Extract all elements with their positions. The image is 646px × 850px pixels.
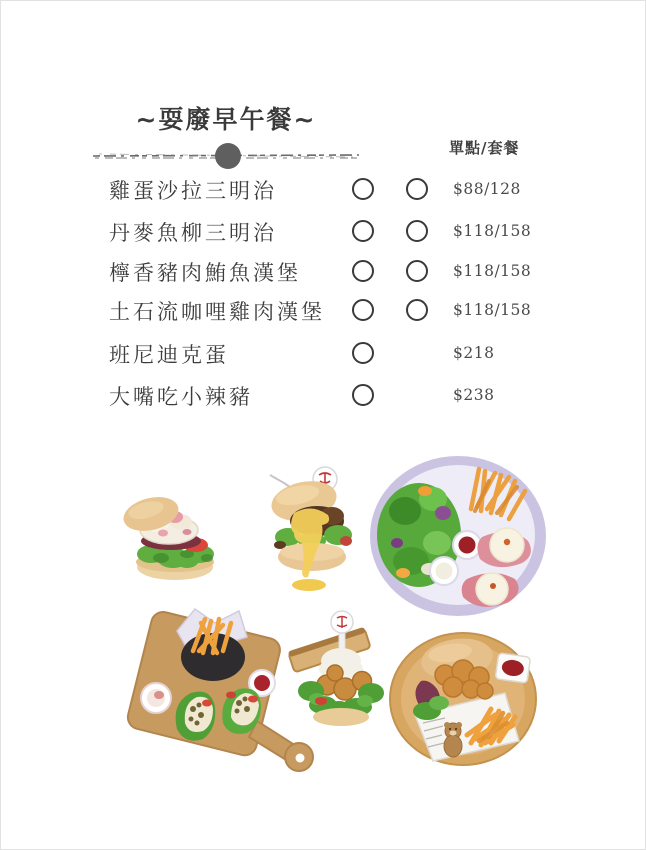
set-option-circle[interactable] (406, 260, 428, 282)
photo-egg-salad-burger (117, 488, 235, 584)
item-price: $218 (453, 344, 495, 362)
menu-item-row (1, 254, 646, 288)
item-name: 班尼迪克蛋 (109, 343, 229, 367)
set-option-circle[interactable] (406, 220, 428, 242)
item-price: $238 (453, 386, 495, 404)
menu-item-row (1, 336, 646, 370)
photo-sauce-burger (254, 461, 369, 593)
photo-croquette-sandwich (283, 609, 395, 731)
divider-dot-icon (215, 143, 241, 169)
item-name: 土石流咖哩雞肉漢堡 (109, 300, 325, 324)
item-price: $118/158 (453, 262, 532, 280)
price-column-header: 單點/套餐 (449, 139, 520, 157)
divider-line (91, 143, 361, 171)
photo-brunch-plate (367, 451, 549, 619)
menu-item-row (1, 293, 646, 327)
menu-item-row (1, 378, 646, 412)
bear-figure-icon (444, 722, 462, 757)
photo-chicken-burger-board (387, 619, 539, 771)
item-price: $118/158 (453, 301, 532, 319)
page-title: ~耍廢早午餐~ (135, 105, 317, 134)
single-option-circle[interactable] (352, 220, 374, 242)
single-option-circle[interactable] (352, 384, 374, 406)
set-option-circle[interactable] (406, 299, 428, 321)
item-price: $118/158 (453, 222, 532, 240)
item-name: 檸香豬肉鮪魚漢堡 (109, 261, 301, 285)
set-option-circle[interactable] (406, 178, 428, 200)
item-price: $88/128 (453, 180, 521, 198)
single-option-circle[interactable] (352, 178, 374, 200)
item-name: 大嘴吃小辣豬 (109, 385, 253, 409)
menu-item-row (1, 172, 646, 206)
single-option-circle[interactable] (352, 342, 374, 364)
single-option-circle[interactable] (352, 260, 374, 282)
item-name: 雞蛋沙拉三明治 (109, 179, 277, 203)
single-option-circle[interactable] (352, 299, 374, 321)
item-name: 丹麥魚柳三明治 (109, 221, 277, 245)
menu-item-row (1, 214, 646, 248)
